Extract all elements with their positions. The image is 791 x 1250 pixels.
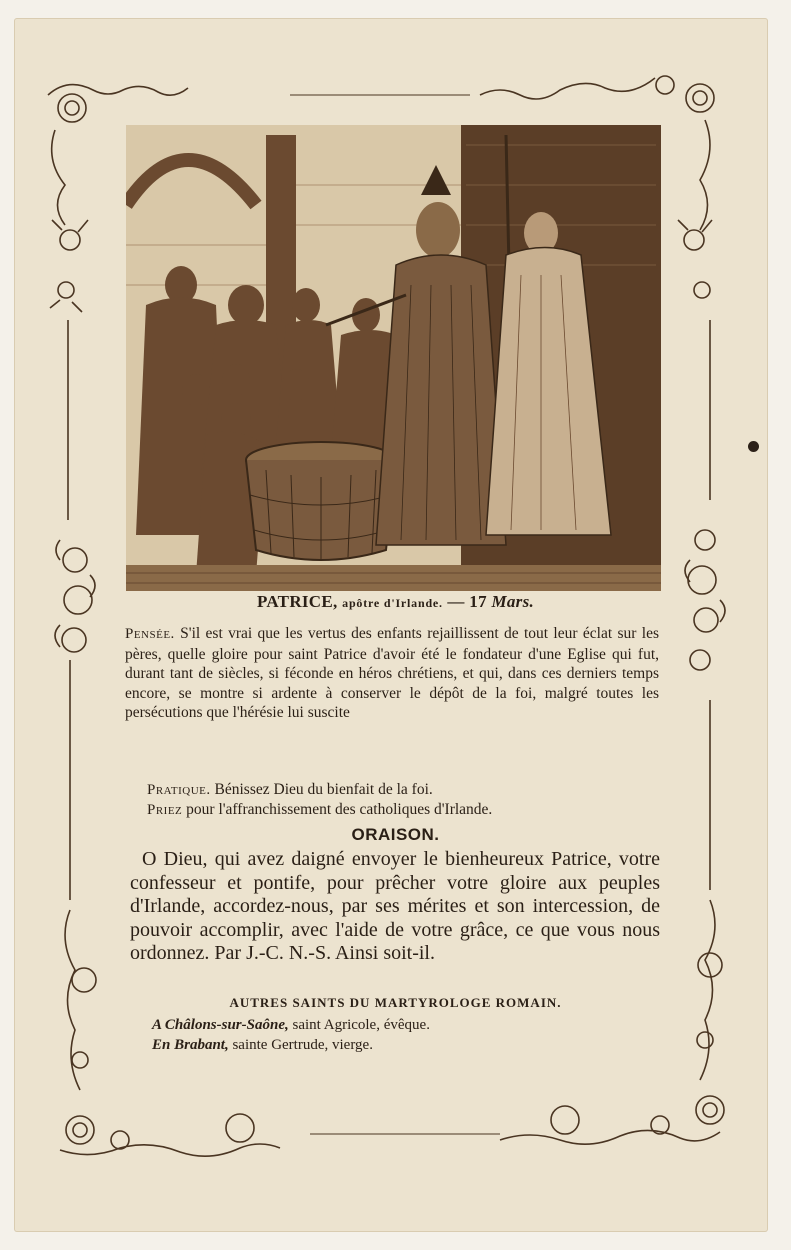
pratique-text: Bénissez Dieu du bienfait de la foi. [210, 781, 433, 798]
pratique-block [147, 780, 667, 820]
oraison-heading: ORAISON. [351, 825, 440, 844]
feast-day: 17 [469, 592, 487, 611]
saint-place: A Châlons-sur-Saône, [152, 1017, 289, 1033]
feast-month: Mars. [491, 592, 535, 611]
saint-entry: sainte Gertrude, vierge. [228, 1037, 373, 1053]
autres-saints-heading: AUTRES SAINTS DU MARTYROLOGE ROMAIN. [229, 995, 562, 1010]
priez-label: Priez [147, 802, 183, 818]
engraving-illustration [126, 125, 661, 591]
pratique-label: Pratique. [147, 782, 211, 798]
list-item [152, 1015, 632, 1035]
pratique-line [147, 780, 667, 800]
saint-entry: saint Agricole, évêque. [288, 1017, 430, 1033]
autres-saints-list [152, 1015, 632, 1055]
saint-place: En Brabant, [152, 1037, 229, 1053]
illustration-caption [0, 592, 791, 612]
pensee-text: S'il est vrai que les vertus des enfants rejaillissent de tout leur éclat sur les pères, quelle gloire pour saint Patrice d'avoir été le fondateur d'une Eglise qui fut, durant tant de siècles, si féconde en héros chrétiens, et qui, dans ces derniers temps encore, se montre si ardente à conserver le dépôt de la foi, malgré toutes les persécutions que l'hérésie lui suscite [125, 625, 659, 721]
saint-title: apôtre d'Irlande. [342, 596, 443, 610]
list-item [152, 1035, 632, 1055]
priez-text: pour l'affranchissement des catholiques d'Irlande. [182, 801, 493, 818]
pensee-label: Pensée. [125, 626, 175, 642]
oraison-paragraph [130, 848, 660, 966]
paper-hole [748, 441, 759, 452]
saint-name: PATRICE, [256, 592, 338, 611]
caption-dash: — [447, 592, 470, 611]
priez-line [147, 800, 667, 820]
oraison-text: O Dieu, qui avez daigné envoyer le bienheureux Patrice, votre confesseur et pontife, pour prêcher votre gloire aux peuples d'Irlande, accordez-nous, par ses mérites et son intercession, de pouvoir accomplir, avec l'aide de votre grâce, ce que vous nous ordonnez. Par J.-C. N.-S. Ainsi soit-il. [130, 848, 660, 964]
pensee-paragraph [125, 624, 659, 723]
